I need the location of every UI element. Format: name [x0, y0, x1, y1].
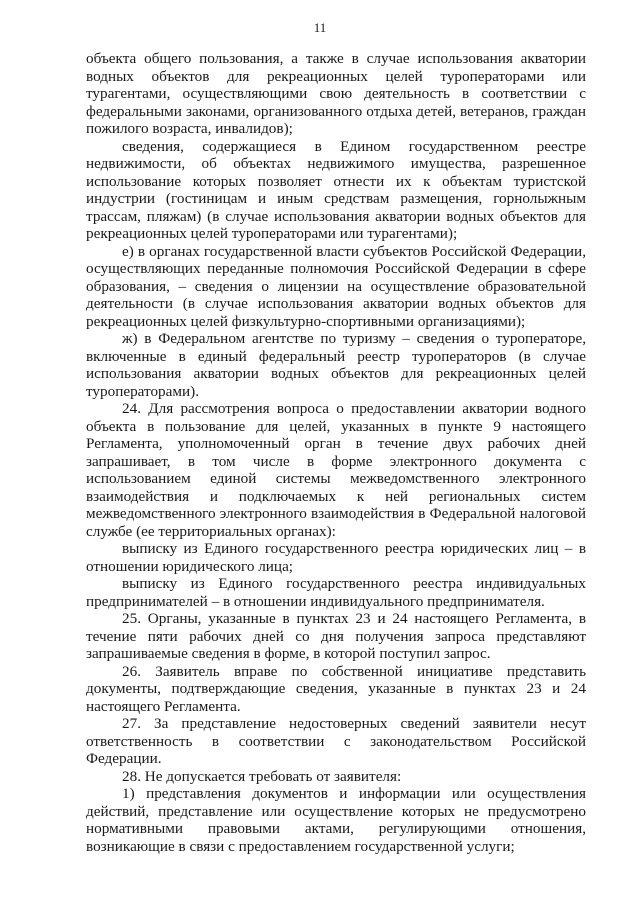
- document-body: [86, 50, 586, 855]
- paragraph: 24. Для рассмотрения вопроса о предоставлении акватории водного объекта в пользование для целей, указанных в пункте 9 настоящего Регламента, уполномоченный орган в течение двух рабочих дней запрашивает, в том числе в форме электронного документа с использованием единой системы межведомственного электронного взаимодействия и подключаемых к ней региональных систем межведомственного электронного взаимодействия в Федеральной налоговой службе (ее территориальных органах):: [86, 400, 586, 540]
- paragraph: выписку из Единого государственного реестра индивидуальных предпринимателей – в отношении индивидуального предпринимателя.: [86, 575, 586, 610]
- paragraph: 27. За представление недостоверных сведений заявители несут ответственность в соответствии с законодательством Российской Федерации.: [86, 715, 586, 767]
- paragraph: ж) в Федеральном агентстве по туризму – сведения о туроператоре, включенные в единый федеральный реестр туроператоров (в случае использования акватории водных объектов для рекреационных целей туроператорами).: [86, 330, 586, 400]
- paragraph: е) в органах государственной власти субъектов Российской Федерации, осуществляющих переданные полномочия Российской Федерации в сфере образования, – сведения о лицензии на осуществление образовательной деятельности (в случае использования акватории водных объектов для рекреационных целей физкультурно-спортивными организациями);: [86, 242, 586, 330]
- paragraph: 1) представления документов и информации или осуществления действий, представление или осуществление которых не предусмотрено нормативными правовыми актами, регулирующими отношения, возникающие в связи с предоставлением государственной услуги;: [86, 785, 586, 855]
- paragraph: выписку из Единого государственного реестра юридических лиц – в отношении юридического лица;: [86, 540, 586, 575]
- page-number: 11: [313, 20, 327, 35]
- paragraph-continuation: объекта общего пользования, а также в случае использования акватории водных объектов для рекреационных целей туроператорами или турагентами, осуществляющими свою деятельность в соответствии с федеральными законами, организованного отдыха детей, ветеранов, граждан пожилого возраста, инвалидов);: [86, 50, 586, 137]
- paragraph: 26. Заявитель вправе по собственной инициативе представить документы, подтверждающие сведения, указанные в пунктах 23 и 24 настоящего Регламента.: [86, 662, 586, 715]
- paragraph: сведения, содержащиеся в Едином государственном реестре недвижимости, об объектах недвижимого имущества, разрешенное использование которых позволяет отнести их к объектам туристской индустрии (гостиницам и иным средствам размещения, горнолыжным трассам, пляжам) (в случае использования акватории водных объектов для рекреационных целей туроператорами или турагентами);: [86, 137, 586, 242]
- paragraph: 25. Органы, указанные в пунктах 23 и 24 настоящего Регламента, в течение пяти рабочих дней со дня получения запроса представляют запрашиваемые сведения в форме, в которой поступил запрос.: [86, 610, 586, 662]
- paragraph: 28. Не допускается требовать от заявителя:: [122, 767, 402, 785]
